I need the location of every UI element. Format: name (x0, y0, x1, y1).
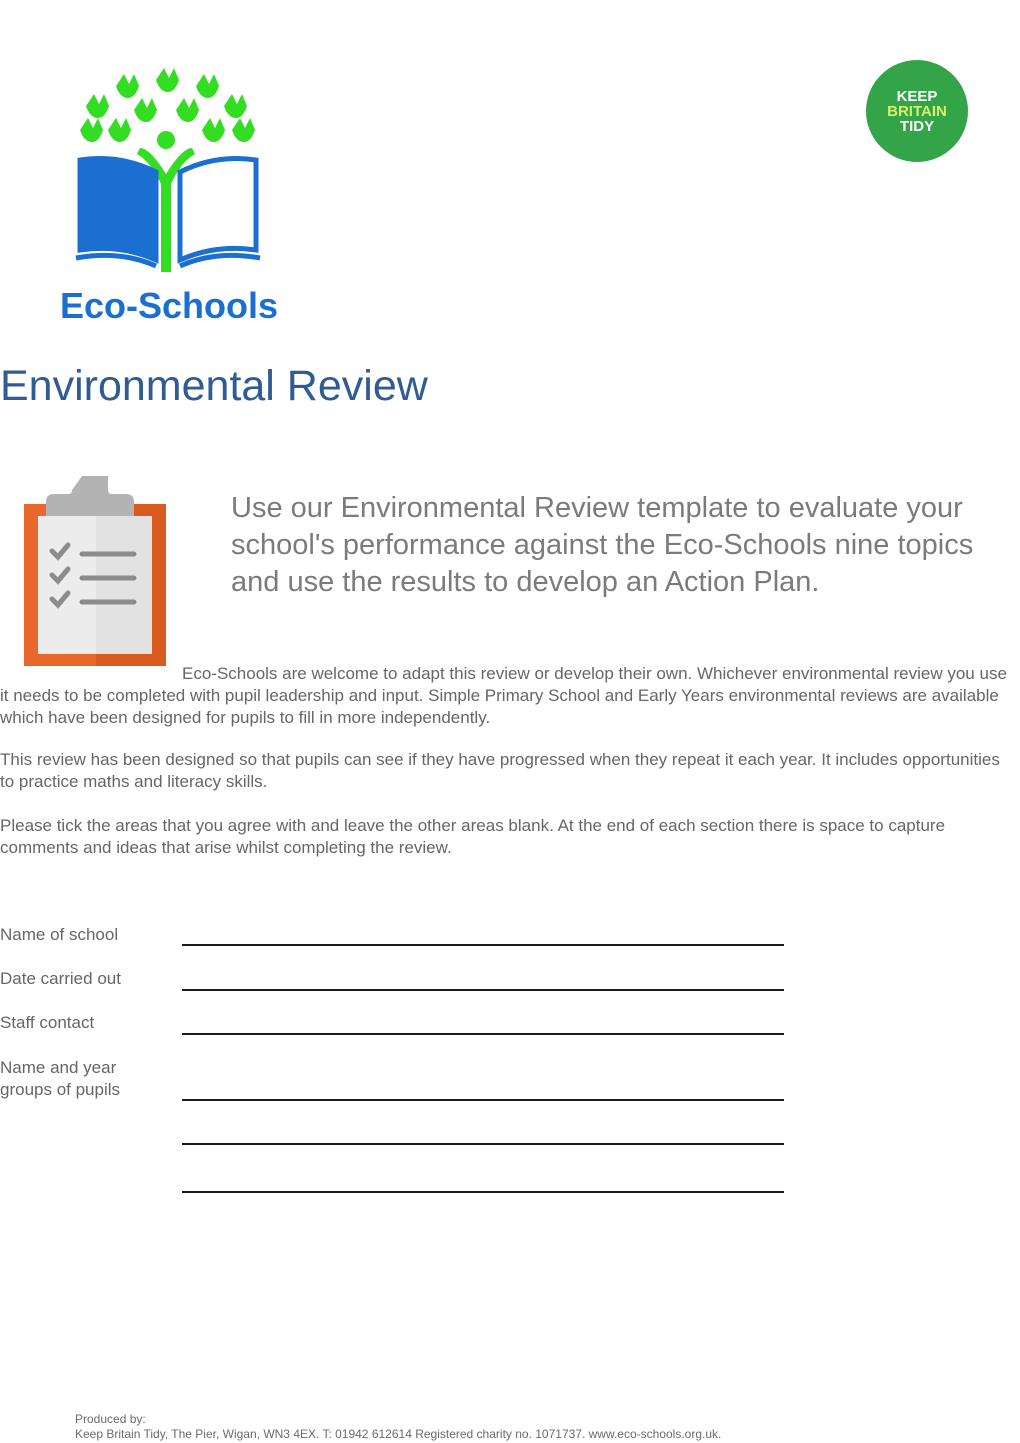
page-title: Environmental Review (0, 362, 428, 410)
kbt-tidy-text: TIDY (899, 118, 935, 135)
pupils-label: Name and year groups of pupils (0, 1058, 121, 1099)
staff-contact-field[interactable] (182, 1033, 784, 1035)
intro-text: Use our Environmental Review template to evaluate your school's performance against the Eco-Schools nine topics and use the results to develop an Action Plan. (231, 492, 974, 598)
pupils-field-line-1[interactable] (182, 1099, 784, 1101)
footer-produced-by: Produced by: (75, 1412, 146, 1426)
pupils-field-line-3[interactable] (182, 1191, 784, 1193)
clipboard-checklist-icon (24, 476, 166, 666)
date-carried-out-label: Date carried out (0, 969, 121, 988)
staff-contact-label: Staff contact (0, 1013, 95, 1032)
name-of-school-field[interactable] (182, 944, 784, 946)
footer-address: Keep Britain Tidy, The Pier, Wigan, WN3 4EX. T: 01942 612614 Registered charity no. 1071737. www.eco-schools.org.uk. (75, 1427, 722, 1441)
kbt-keep-text: KEEP (896, 88, 938, 105)
footer (75, 1412, 721, 1442)
paragraph-instructions: Please tick the areas that you agree with and leave the other areas blank. At the end of each section there is space to capture comments and ideas that arise whilst completing the review. (0, 816, 946, 857)
name-of-school-label: Name of school (0, 925, 119, 944)
keep-britain-tidy-logo (866, 60, 968, 162)
paragraph-progress: This review has been designed so that pupils can see if they have progressed when they repeat it each year. It includes opportunities to practice maths and literacy skills. (0, 750, 1000, 791)
eco-schools-logo-text: Eco-Schools (59, 285, 279, 326)
kbt-britain-text: BRITAIN (887, 103, 947, 120)
pupils-field-line-2[interactable] (182, 1143, 784, 1145)
eco-schools-logo (46, 68, 292, 328)
paragraph-adapt-review: Eco-Schools are welcome to adapt this review or develop their own. Whichever environmental review you use it needs to be completed with pupil leadership and input. Simple Primary School and Early Years environmental reviews are available which have been designed for pupils to fill in more independently. (0, 664, 1007, 727)
date-carried-out-field[interactable] (182, 989, 784, 991)
